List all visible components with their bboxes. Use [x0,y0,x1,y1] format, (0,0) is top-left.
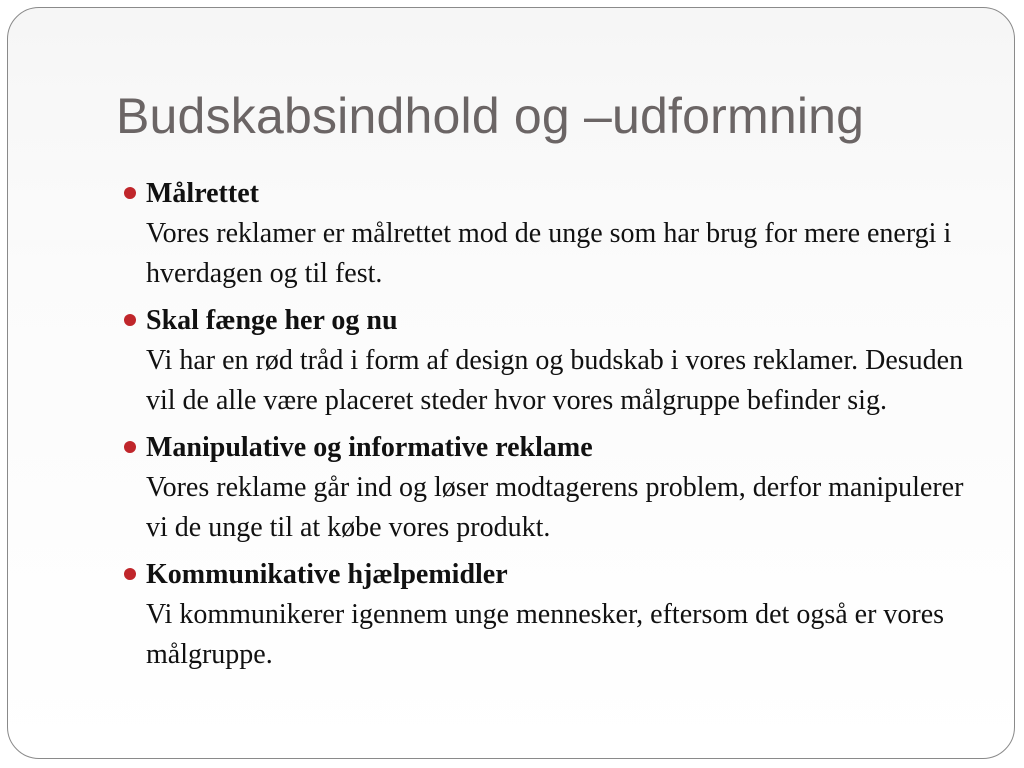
bullet-body: Vi kommunikerer igennem unge mennesker, eftersom det også er vores målgruppe. [146,599,945,670]
bullet-item-kommunikative [116,555,986,675]
bullet-body: Vores reklamer er målrettet mod de unge som har brug for mere energi i hverdagen og til fest. [146,218,952,289]
slide-frame [7,7,1015,759]
slide-title: Budskabsindhold og –udformning [116,88,865,144]
bullet-dot-icon [124,187,136,199]
bullet-heading: Skal fænge her og nu [146,305,398,336]
bullet-item-skal-faenge [116,301,986,421]
bullet-dot-icon [124,568,136,580]
bullet-dot-icon [124,441,136,453]
bullet-item-malrettet [116,174,986,294]
bullet-item-manipulative [116,428,986,548]
bullet-heading: Målrettet [146,178,259,209]
bullet-heading: Kommunikative hjælpemidler [146,559,508,590]
bullet-body: Vi har en rød tråd i form af design og budskab i vores reklamer. Desuden vil de alle være placeret steder hvor vores målgruppe befinder sig. [146,345,964,416]
bullet-dot-icon [124,314,136,326]
bullet-body: Vores reklame går ind og løser modtagerens problem, derfor manipulerer vi de unge til at købe vores produkt. [146,472,964,543]
bullet-list [116,174,986,682]
bullet-heading: Manipulative og informative reklame [146,432,593,463]
